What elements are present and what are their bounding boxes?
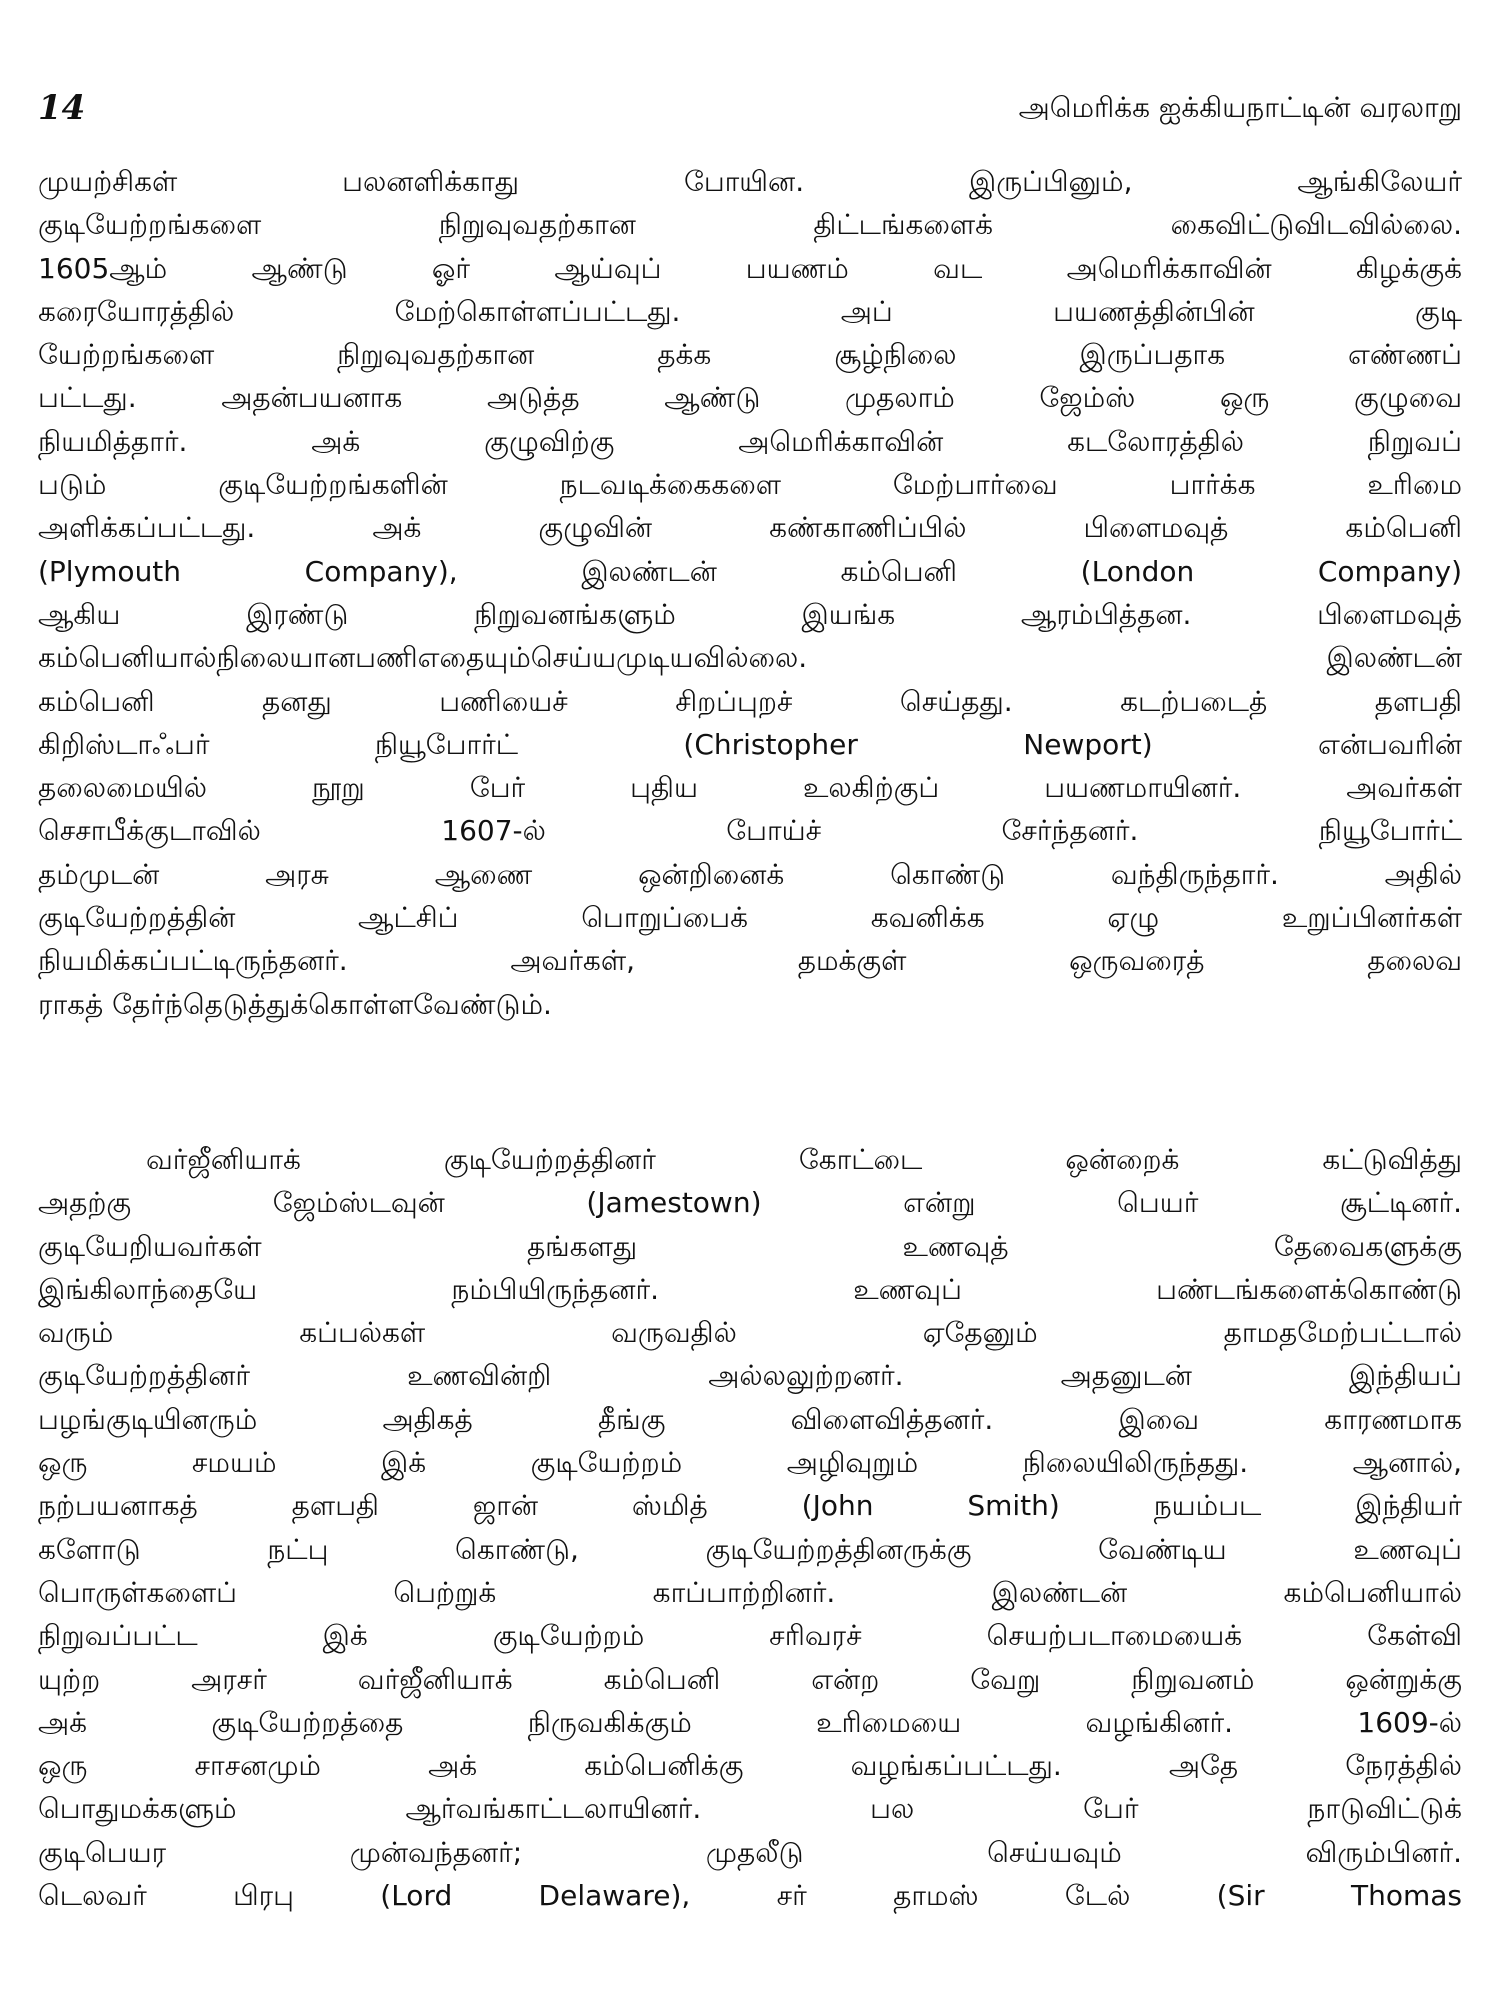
- text-line: குடியேற்றத்தினர் உணவின்றி அல்லலுற்றனர். அதனுடன் இந்தியப்: [38, 1359, 1462, 1393]
- paragraph-1: [38, 160, 1462, 1026]
- text-line: படும் குடியேற்றங்களின் நடவடிக்கைகளை மேற்பார்வை பார்க்க உரிமை: [38, 468, 1462, 502]
- text-line: யுற்ற அரசர் வர்ஜீனியாக் கம்பெனி என்ற வேறு நிறுவனம் ஒன்றுக்கு: [38, 1662, 1462, 1696]
- text-line: முயற்சிகள் பலனளிக்காது போயின. இருப்பினும், ஆங்கிலேயர்: [38, 165, 1462, 198]
- text-line: ஒரு சாசனமும் அக் கம்பெனிக்கு வழங்கப்பட்டது. அதே நேரத்தில்: [38, 1749, 1462, 1783]
- text-line: தலைமையில் நூறு பேர் புதிய உலகிற்குப் பயணமாயினர். அவர்கள்: [38, 771, 1462, 805]
- text-line: நற்பயனாகத் தளபதி ஜான் ஸ்மித் (John Smith) நயம்பட இந்தியர்: [38, 1489, 1462, 1523]
- page-header: [38, 78, 1462, 138]
- text-line: வர்ஜீனியாக் குடியேற்றத்தினர் கோட்டை ஒன்றைக் கட்டுவித்து: [146, 1143, 1462, 1176]
- text-line: அதற்கு ஜேம்ஸ்டவுன் (Jamestown) என்று பெயர் சூட்டினர்.: [38, 1186, 1462, 1220]
- text-line: வரும் கப்பல்கள் வருவதில் ஏதேனும் தாமதமேற்பட்டால்: [38, 1316, 1462, 1350]
- text-line: குடியேறியவர்கள் தங்களது உணவுத் தேவைகளுக்கு: [38, 1229, 1462, 1263]
- text-line: 1605ஆம் ஆண்டு ஓர் ஆய்வுப் பயணம் வட அமெரிக்காவின் கிழக்குக்: [38, 251, 1462, 285]
- text-line: ஒரு சமயம் இக் குடியேற்றம் அழிவுறும் நிலையிலிருந்தது. ஆனால்,: [38, 1446, 1462, 1480]
- text-line: அக் குடியேற்றத்தை நிருவகிக்கும் உரிமையை வழங்கினர். 1609-ல்: [38, 1705, 1462, 1739]
- text-line: அளிக்கப்பட்டது. அக் குழுவின் கண்காணிப்பில் பிளைமவுத் கம்பெனி: [38, 511, 1462, 545]
- text-line: களோடு நட்பு கொண்டு, குடியேற்றத்தினருக்கு வேண்டிய உணவுப்: [38, 1532, 1462, 1566]
- text-line: டெலவர் பிரபு (Lord Delaware), சர் தாமஸ் டேல் (Sir Thomas: [38, 1879, 1462, 1913]
- text-line: பொதுமக்களும் ஆர்வங்காட்டலாயினர். பல பேர் நாடுவிட்டுக்: [38, 1792, 1462, 1826]
- text-line: (Plymouth Company), இலண்டன் கம்பெனி (London Company): [38, 554, 1462, 588]
- text-line: குடியேற்றங்களை நிறுவுவதற்கான திட்டங்களைக் கைவிட்டுவிடவில்லை.: [38, 208, 1462, 242]
- text-line: ஆகிய இரண்டு நிறுவனங்களும் இயங்க ஆரம்பித்தன. பிளைமவுத்: [38, 597, 1462, 631]
- text-line: நியமிக்கப்பட்டிருந்தனர். அவர்கள், தமக்குள் ஒருவரைத் தலைவ: [38, 944, 1462, 978]
- text-line: குடிபெயர முன்வந்தனர்; முதலீடு செய்யவும் விரும்பினர்.: [38, 1835, 1462, 1869]
- text-line: ராகத் தேர்ந்தெடுத்துக்கொள்ளவேண்டும்.: [38, 987, 552, 1021]
- text-line: நிறுவப்பட்ட இக் குடியேற்றம் சரிவரச் செயற்படாமையைக் கேள்வி: [38, 1619, 1462, 1653]
- text-line: பொருள்களைப் பெற்றுக் காப்பாற்றினர். இலண்டன் கம்பெனியால்: [38, 1575, 1462, 1609]
- text-line: தம்முடன் அரசு ஆணை ஒன்றினைக் கொண்டு வந்திருந்தார். அதில்: [38, 857, 1462, 891]
- text-line: பட்டது. அதன்பயனாக அடுத்த ஆண்டு முதலாம் ஜேம்ஸ் ஒரு குழுவை: [38, 381, 1462, 415]
- text-line: குடியேற்றத்தின் ஆட்சிப் பொறுப்பைக் கவனிக்க ஏழு உறுப்பினர்கள்: [38, 901, 1462, 935]
- text-line: கம்பெனி தனது பணியைச் சிறப்புறச் செய்தது. கடற்படைத் தளபதி: [38, 684, 1462, 718]
- text-line: பழங்குடியினரும் அதிகத் தீங்கு விளைவித்தனர். இவை காரணமாக: [38, 1402, 1462, 1436]
- text-line: நியமித்தார். அக் குழுவிற்கு அமெரிக்காவின் கடலோரத்தில் நிறுவப்: [38, 424, 1462, 458]
- text-line: கம்பெனியால்நிலையானபணிஎதையும்செய்யமுடியவில்லை. இலண்டன்: [38, 641, 1462, 675]
- text-line: கிறிஸ்டாஃபர் நியூபோர்ட் (Christopher Newport) என்பவரின்: [38, 727, 1462, 761]
- paragraph-2: [38, 1138, 1462, 1917]
- page-number: 14: [38, 88, 86, 128]
- running-title: அமெரிக்க ஐக்கியநாட்டின் வரலாறு: [1018, 91, 1462, 124]
- text-line: செசாபீக்குடாவில் 1607-ல் போய்ச் சேர்ந்தனர். நியூபோர்ட்: [38, 814, 1462, 848]
- text-line: இங்கிலாந்தையே நம்பியிருந்தனர். உணவுப் பண்டங்களைக்கொண்டு: [38, 1272, 1462, 1306]
- text-line: யேற்றங்களை நிறுவுவதற்கான தக்க சூழ்நிலை இருப்பதாக எண்ணப்: [38, 338, 1462, 372]
- text-line: கரையோரத்தில் மேற்கொள்ளப்பட்டது. அப் பயணத்தின்பின் குடி: [38, 294, 1462, 328]
